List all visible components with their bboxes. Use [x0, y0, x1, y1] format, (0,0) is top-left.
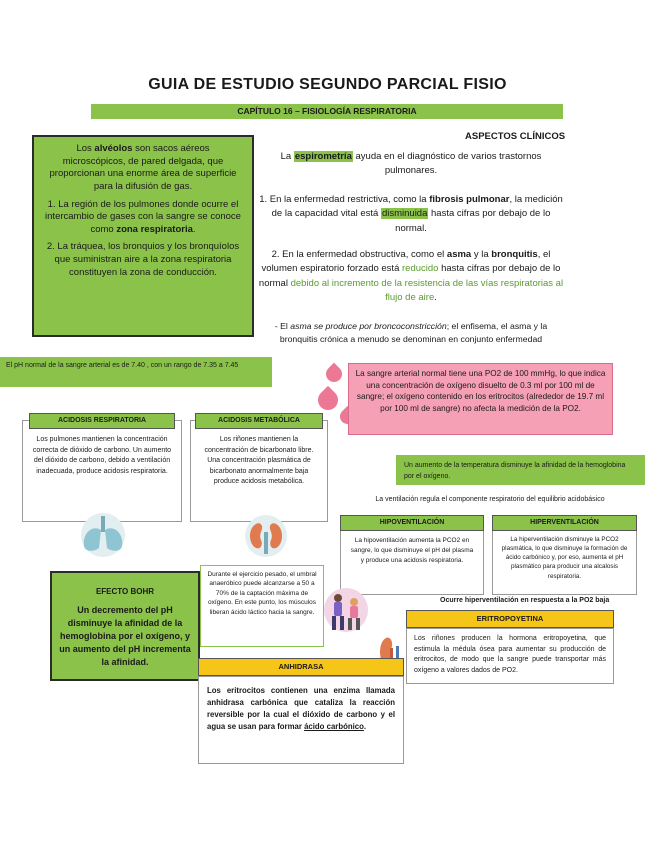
restrictive-text: 1. En la enfermedad restrictiva, como la fibrosis pulmonar, la medición de la capacidad vital está disminuida hasta cifras por debajo de lo normal. — [259, 194, 563, 234]
acidosis-respiratoria-body: Los pulmones mantienen la concentración correcta de dióxido de carbono. Un aumento del dióxido de carbono, debido a ventilación inadecuada, produce acidosis respiratoria. — [32, 436, 172, 475]
page-title: GUIA DE ESTUDIO SEGUNDO PARCIAL FISIO — [148, 76, 507, 93]
alveolos-box — [32, 135, 254, 337]
lungs-icon — [74, 512, 132, 558]
hipoventilacion-card — [340, 515, 484, 595]
temperature-band: Un aumento de la temperatura disminuye la afinidad de la hemoglobina por el oxígeno. — [396, 455, 645, 485]
hiperventilacion-body: La hiperventilación disminuye la PCO2 plasmática, lo que disminuye la formación de ácido carbónico y, por eso, aumenta el pH plasmático para producir una alcalosis respiratoria. — [501, 536, 628, 580]
alveolos-p2: 1. La región de los pulmones donde ocurre el intercambio de gases con la sangre se conoce como zona respiratoria. — [45, 198, 241, 235]
obstructive-text: 2. En la enfermedad obstructiva, como el asma y la bronquitis, el volumen espiratorio forzado está reducido hasta cifras por debajo de lo normal debido al incremento de la resistencia de las vías respiratorias al flujo de aire. — [258, 249, 564, 303]
exercise-note: Durante el ejercicio pesado, el umbral anaeróbico puede alcanzarse a 50 a 70% de la captación máxima de oxígeno. En este punto, los músculos liberan ácido láctico hacia la sangre. — [200, 565, 324, 647]
acidosis-respiratoria-card — [22, 417, 182, 522]
bohr-body: Un decremento del pH disminuye la afinidad de la hemoglobina por el oxígeno, y un aumento del pH incrementa la afinidad. — [59, 605, 191, 668]
hiperventilation-note: Ocurre hiperventilación en respuesta a la PO2 baja — [440, 597, 610, 604]
po2-box: La sangre arterial normal tiene una PO2 de 100 mmHg, lo que indica una concentración de oxígeno disuelto de 0.3 ml por 100 ml de sangre; el oxígeno contenido en los eritrocitos (alrededor de 19.7 ml por 100 ml de sangre) no afecta la medición de la PO2. — [348, 363, 613, 435]
acidosis-metabolica-title: ACIDOSIS METABÓLICA — [195, 413, 323, 429]
kidney-icon — [244, 514, 288, 558]
chapter-banner: CAPÍTULO 16 – FISIOLOGÍA RESPIRATORIA — [91, 104, 563, 119]
anhidrasa-body: Los eritrocitos contienen una enzima llamada anhidrasa carbónica que cataliza la reacción reversible por la cual el dióxido de carbono y el agua se usan para formar ácido carbónico. — [198, 676, 404, 764]
hiperventilacion-title: HIPERVENTILACIÓN — [492, 515, 637, 531]
hipoventilacion-body: La hipoventilación aumenta la PCO2 en sangre, lo que disminuye el pH del plasma y produce una acidosis respiratoria. — [350, 537, 474, 564]
aspects-title: ASPECTOS CLÍNICOS — [465, 131, 566, 142]
anhidrasa-title: ANHIDRASA — [198, 658, 404, 676]
acidosis-respiratoria-title: ACIDOSIS RESPIRATORIA — [29, 413, 175, 429]
asthma-text: - El asma se produce por broncoconstricción; el enfisema, el asma y la bronquitis crónica a menudo se denominan en conjunto enfermedad — [274, 321, 548, 345]
hiperventilacion-card — [492, 515, 637, 595]
ph-band: El pH normal de la sangre arterial es de 7.40 , con un rango de 7.35 a 7.45 — [0, 357, 272, 387]
eritropoyetina-body: Los riñones producen la hormona eritropoyetina, que estimula la médula ósea para aumentar su producción de eritrocitos, de modo que la sangre puede transportar más oxígeno a valores dados de PO2. — [406, 628, 614, 684]
acidosis-metabolica-card — [190, 417, 328, 522]
acidosis-metabolica-body: Los riñones mantienen la concentración de bicarbonato libre. Una concentración plasmática de bicarbonato anormalmente baja produce acidosis metabólica. — [204, 436, 314, 485]
bohr-title: EFECTO BOHR — [95, 587, 155, 596]
hipoventilacion-title: HIPOVENTILACIÓN — [340, 515, 484, 531]
exercise-illustration — [320, 584, 368, 636]
ventilation-line: La ventilación regula el componente respiratorio del equilibrio acidobásico — [375, 496, 605, 503]
eritropoyetina-title: ERITROPOYETINA — [406, 610, 614, 628]
blood-drop-icon — [323, 363, 346, 386]
blood-drop-icon — [314, 386, 342, 414]
alveolos-p1: Los alvéolos son sacos aéreos microscópicos, de pared delgada, que proporcionan una enorme área de superficie para la difusión de gas. — [49, 143, 237, 192]
spirometry-text: La espirometría ayuda en el diagnóstico de varios trastornos pulmonares. — [280, 151, 542, 177]
bohr-box — [50, 571, 200, 681]
alveolos-p3: 2. La tráquea, los bronquios y los bronquíolos que suministran aire a la zona respiratoria constituyen la zona de conducción. — [46, 241, 240, 278]
